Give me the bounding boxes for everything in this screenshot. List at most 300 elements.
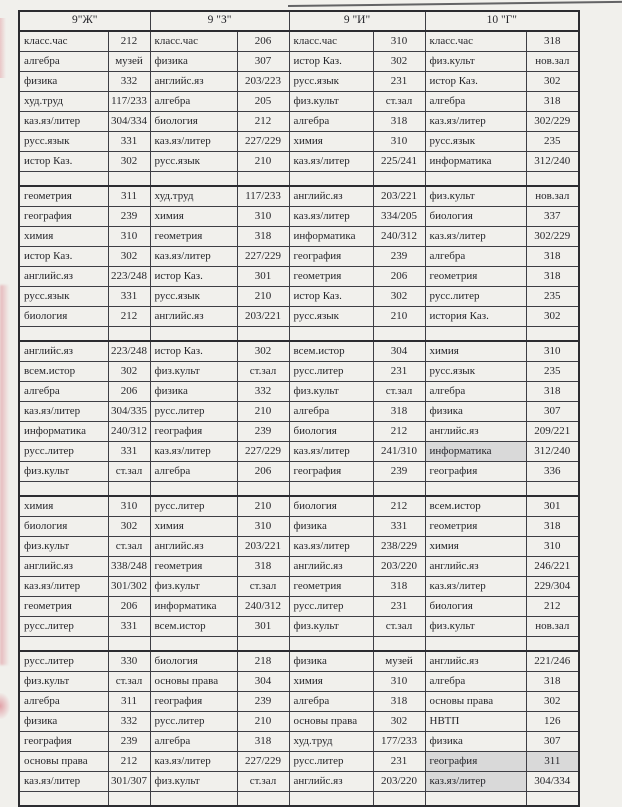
subject-cell: русс.литер (289, 362, 373, 382)
room-cell: 332 (108, 712, 150, 732)
subject-cell: истор Каз. (19, 247, 108, 267)
room-cell: 310 (373, 132, 425, 152)
subject-cell: русс.язык (150, 287, 237, 307)
room-cell: 239 (237, 692, 289, 712)
room-cell: 229/304 (526, 577, 579, 597)
table-row (19, 442, 579, 462)
table-row (19, 52, 579, 72)
subject-cell: геометрия (150, 557, 237, 577)
table-row (19, 186, 579, 207)
room-cell: 235 (526, 362, 579, 382)
subject-cell: алгебра (19, 382, 108, 402)
table-row (19, 577, 579, 597)
subject-cell: география (289, 247, 373, 267)
subject-cell: английс.яз (425, 651, 526, 672)
empty-cell (373, 327, 425, 342)
room-cell: 225/241 (373, 152, 425, 172)
subject-cell: физ.культ (425, 186, 526, 207)
subject-cell: химия (289, 672, 373, 692)
subject-cell: физика (19, 712, 108, 732)
empty-cell (19, 327, 108, 342)
timetable (18, 10, 580, 807)
room-cell: 210 (237, 496, 289, 517)
room-cell: 302 (526, 72, 579, 92)
room-cell: 301 (237, 267, 289, 287)
subject-cell: каз.яз/литер (19, 112, 108, 132)
subject-cell: биология (289, 496, 373, 517)
subject-cell: химия (150, 517, 237, 537)
room-cell: нов.зал (526, 186, 579, 207)
room-cell: 318 (526, 267, 579, 287)
subject-cell: каз.яз/литер (150, 132, 237, 152)
room-cell: ст.зал (373, 92, 425, 112)
room-cell: 212 (108, 307, 150, 327)
header-row (19, 11, 579, 31)
room-cell: 310 (373, 31, 425, 52)
subject-cell: истор Каз. (289, 287, 373, 307)
table-row (19, 341, 579, 362)
room-cell: 231 (373, 752, 425, 772)
subject-cell: английс.яз (150, 537, 237, 557)
table-row (19, 207, 579, 227)
room-cell: 203/221 (237, 537, 289, 557)
subject-cell: информатика (19, 422, 108, 442)
empty-cell (526, 327, 579, 342)
room-cell: ст.зал (373, 382, 425, 402)
subject-cell: класс.час (425, 31, 526, 52)
subject-cell: физика (425, 732, 526, 752)
empty-cell (289, 792, 373, 807)
separator-row (19, 792, 579, 807)
subject-cell: английс.яз (19, 557, 108, 577)
subject-cell: физ.культ (19, 462, 108, 482)
subject-cell: русс.язык (150, 152, 237, 172)
subject-cell: биология (425, 207, 526, 227)
room-cell: 331 (373, 517, 425, 537)
empty-cell (108, 327, 150, 342)
table-row (19, 617, 579, 637)
room-cell: ст.зал (237, 772, 289, 792)
table-row (19, 496, 579, 517)
subject-cell: русс.язык (19, 287, 108, 307)
subject-cell: каз.яз/литер (150, 752, 237, 772)
room-cell: 210 (237, 287, 289, 307)
table-row (19, 517, 579, 537)
subject-cell: каз.яз/литер (289, 152, 373, 172)
subject-cell: русс.язык (425, 362, 526, 382)
subject-cell: физ.культ (289, 92, 373, 112)
subject-cell: русс.язык (19, 132, 108, 152)
empty-cell (19, 172, 108, 187)
subject-cell: каз.яз/литер (425, 577, 526, 597)
class-header-9z: 9 "З" (150, 11, 289, 31)
subject-cell: русс.литер (150, 712, 237, 732)
room-cell: 318 (526, 92, 579, 112)
subject-cell: химия (19, 227, 108, 247)
room-cell: 318 (237, 732, 289, 752)
subject-cell: физ.культ (425, 52, 526, 72)
empty-cell (289, 327, 373, 342)
empty-cell (526, 792, 579, 807)
subject-cell: НВТП (425, 712, 526, 732)
room-cell: 334/205 (373, 207, 425, 227)
room-cell: 307 (237, 52, 289, 72)
subject-cell: русс.литер (289, 597, 373, 617)
subject-cell: русс.язык (289, 72, 373, 92)
subject-cell: русс.язык (425, 132, 526, 152)
subject-cell: каз.яз/литер (289, 207, 373, 227)
room-cell: 310 (108, 496, 150, 517)
room-cell: 212 (373, 422, 425, 442)
subject-cell: алгебра (425, 92, 526, 112)
subject-cell: основы права (150, 672, 237, 692)
subject-cell: химия (425, 341, 526, 362)
room-cell: ст.зал (108, 672, 150, 692)
room-cell: 117/233 (237, 186, 289, 207)
table-row (19, 247, 579, 267)
subject-cell: алгебра (289, 692, 373, 712)
class-header-9zh: 9"Ж" (19, 11, 150, 31)
subject-cell: каз.яз/литер (425, 772, 526, 792)
table-row (19, 152, 579, 172)
empty-cell (425, 482, 526, 497)
table-row (19, 92, 579, 112)
room-cell: 318 (526, 517, 579, 537)
subject-cell: алгебра (425, 672, 526, 692)
scan-artifact-pink (0, 285, 9, 665)
scan-artifact-pink (0, 693, 10, 719)
subject-cell: истор Каз. (150, 341, 237, 362)
empty-cell (237, 482, 289, 497)
room-cell: 203/220 (373, 557, 425, 577)
room-cell: 304 (237, 672, 289, 692)
room-cell: 302 (373, 52, 425, 72)
room-cell: 240/312 (373, 227, 425, 247)
room-cell: 310 (237, 517, 289, 537)
subject-cell: всем.истор (425, 496, 526, 517)
empty-cell (19, 637, 108, 652)
table-row (19, 597, 579, 617)
table-row (19, 31, 579, 52)
subject-cell: алгебра (19, 692, 108, 712)
empty-cell (150, 482, 237, 497)
subject-cell: биология (289, 422, 373, 442)
subject-cell: физика (150, 52, 237, 72)
subject-cell: английс.яз (425, 422, 526, 442)
subject-cell: химия (150, 207, 237, 227)
empty-cell (526, 482, 579, 497)
room-cell: 203/220 (373, 772, 425, 792)
table-row (19, 287, 579, 307)
subject-cell: русс.литер (19, 617, 108, 637)
room-cell: 241/310 (373, 442, 425, 462)
room-cell: ст.зал (237, 362, 289, 382)
subject-cell: физ.культ (19, 537, 108, 557)
table-row (19, 537, 579, 557)
separator-row (19, 327, 579, 342)
room-cell: ст.зал (108, 537, 150, 557)
room-cell: 221/246 (526, 651, 579, 672)
subject-cell: физ.культ (289, 617, 373, 637)
room-cell: 304 (373, 341, 425, 362)
room-cell: 203/221 (237, 307, 289, 327)
subject-cell: каз.яз/литер (425, 227, 526, 247)
table-row (19, 267, 579, 287)
separator-row (19, 637, 579, 652)
room-cell: 318 (237, 557, 289, 577)
subject-cell: русс.литер (425, 287, 526, 307)
room-cell: 223/248 (108, 267, 150, 287)
room-cell: 307 (526, 402, 579, 422)
room-cell: 338/248 (108, 557, 150, 577)
room-cell: 304/334 (108, 112, 150, 132)
room-cell: 330 (108, 651, 150, 672)
subject-cell: химия (425, 537, 526, 557)
subject-cell: русс.литер (289, 752, 373, 772)
subject-cell: истор Каз. (150, 267, 237, 287)
table-row (19, 422, 579, 442)
room-cell: 311 (108, 692, 150, 712)
empty-cell (150, 792, 237, 807)
room-cell: 240/312 (237, 597, 289, 617)
room-cell: ст.зал (237, 577, 289, 597)
subject-cell: основы права (289, 712, 373, 732)
room-cell: музей (108, 52, 150, 72)
room-cell: 239 (108, 732, 150, 752)
subject-cell: алгебра (425, 382, 526, 402)
table-row (19, 692, 579, 712)
subject-cell: истор Каз. (289, 52, 373, 72)
subject-cell: география (425, 462, 526, 482)
table-row (19, 362, 579, 382)
room-cell: 332 (108, 72, 150, 92)
subject-cell: геометрия (425, 267, 526, 287)
room-cell: 311 (526, 752, 579, 772)
room-cell: 302 (108, 152, 150, 172)
room-cell: 302 (526, 307, 579, 327)
room-cell: 239 (373, 462, 425, 482)
empty-cell (425, 792, 526, 807)
subject-cell: класс.час (19, 31, 108, 52)
subject-cell: география (425, 752, 526, 772)
subject-cell: каз.яз/литер (19, 772, 108, 792)
room-cell: 239 (237, 422, 289, 442)
subject-cell: каз.яз/литер (425, 112, 526, 132)
empty-cell (425, 327, 526, 342)
room-cell: 336 (526, 462, 579, 482)
subject-cell: каз.яз/литер (150, 247, 237, 267)
empty-cell (373, 482, 425, 497)
subject-cell: худ.труд (150, 186, 237, 207)
table-row (19, 672, 579, 692)
room-cell: 318 (237, 227, 289, 247)
empty-cell (425, 637, 526, 652)
separator-row (19, 172, 579, 187)
subject-cell: информатика (425, 442, 526, 462)
subject-cell: химия (19, 496, 108, 517)
subject-cell: английс.яз (289, 186, 373, 207)
empty-cell (108, 792, 150, 807)
table-row (19, 307, 579, 327)
subject-cell: английс.яз (425, 557, 526, 577)
room-cell: ст.зал (108, 462, 150, 482)
room-cell: 318 (373, 577, 425, 597)
subject-cell: основы права (19, 752, 108, 772)
room-cell: 301 (237, 617, 289, 637)
subject-cell: алгебра (19, 52, 108, 72)
room-cell: 331 (108, 442, 150, 462)
room-cell: 302 (373, 287, 425, 307)
subject-cell: русс.литер (150, 402, 237, 422)
subject-cell: физ.культ (150, 577, 237, 597)
table-row (19, 462, 579, 482)
room-cell: нов.зал (526, 52, 579, 72)
room-cell: 302 (108, 247, 150, 267)
subject-cell: геометрия (19, 597, 108, 617)
room-cell: 302/229 (526, 227, 579, 247)
subject-cell: английс.яз (289, 772, 373, 792)
empty-cell (108, 637, 150, 652)
room-cell: 337 (526, 207, 579, 227)
room-cell: 311 (108, 186, 150, 207)
table-row (19, 227, 579, 247)
room-cell: 331 (108, 617, 150, 637)
subject-cell: география (19, 732, 108, 752)
room-cell: 318 (526, 31, 579, 52)
room-cell: 307 (526, 732, 579, 752)
scan-artifact-pink (0, 18, 6, 78)
empty-cell (237, 327, 289, 342)
room-cell: 206 (108, 597, 150, 617)
room-cell: 210 (373, 307, 425, 327)
subject-cell: всем.истор (289, 341, 373, 362)
subject-cell: геометрия (289, 267, 373, 287)
empty-cell (526, 637, 579, 652)
table-row (19, 772, 579, 792)
subject-cell: русс.литер (19, 651, 108, 672)
room-cell: 302/229 (526, 112, 579, 132)
subject-cell: алгебра (150, 92, 237, 112)
empty-cell (237, 637, 289, 652)
room-cell: 227/229 (237, 132, 289, 152)
table-row (19, 752, 579, 772)
room-cell: 231 (373, 597, 425, 617)
room-cell: 301/302 (108, 577, 150, 597)
subject-cell: английс.яз (150, 72, 237, 92)
subject-cell: класс.час (289, 31, 373, 52)
subject-cell: биология (19, 517, 108, 537)
subject-cell: история Каз. (425, 307, 526, 327)
room-cell: 177/233 (373, 732, 425, 752)
subject-cell: алгебра (289, 112, 373, 132)
table-row (19, 382, 579, 402)
room-cell: 238/229 (373, 537, 425, 557)
room-cell: 304/335 (108, 402, 150, 422)
subject-cell: класс.час (150, 31, 237, 52)
room-cell: 318 (526, 382, 579, 402)
empty-cell (19, 482, 108, 497)
subject-cell: информатика (289, 227, 373, 247)
room-cell: 310 (526, 537, 579, 557)
empty-cell (150, 172, 237, 187)
subject-cell: физ.культ (150, 772, 237, 792)
room-cell: 126 (526, 712, 579, 732)
separator-row (19, 482, 579, 497)
room-cell: 302 (237, 341, 289, 362)
empty-cell (526, 172, 579, 187)
subject-cell: география (19, 207, 108, 227)
room-cell: 318 (373, 692, 425, 712)
room-cell: 239 (108, 207, 150, 227)
subject-cell: химия (289, 132, 373, 152)
room-cell: 227/229 (237, 442, 289, 462)
room-cell: 301/307 (108, 772, 150, 792)
subject-cell: информатика (425, 152, 526, 172)
subject-cell: каз.яз/литер (19, 402, 108, 422)
subject-cell: биология (150, 651, 237, 672)
room-cell: 331 (108, 287, 150, 307)
room-cell: 210 (237, 402, 289, 422)
room-cell: 206 (237, 31, 289, 52)
room-cell: 212 (373, 496, 425, 517)
subject-cell: информатика (150, 597, 237, 617)
room-cell: 206 (237, 462, 289, 482)
timetable-body (19, 31, 579, 806)
room-cell: 318 (373, 402, 425, 422)
empty-cell (373, 637, 425, 652)
empty-cell (289, 482, 373, 497)
room-cell: 302 (108, 362, 150, 382)
room-cell: ст.зал (373, 617, 425, 637)
room-cell: 302 (373, 712, 425, 732)
subject-cell: физика (289, 651, 373, 672)
room-cell: 235 (526, 287, 579, 307)
subject-cell: физика (289, 517, 373, 537)
room-cell: 206 (108, 382, 150, 402)
subject-cell: русс.язык (289, 307, 373, 327)
subject-cell: всем.истор (19, 362, 108, 382)
empty-cell (289, 172, 373, 187)
room-cell: 203/221 (373, 186, 425, 207)
room-cell: 212 (108, 752, 150, 772)
subject-cell: худ.труд (289, 732, 373, 752)
room-cell: 117/233 (108, 92, 150, 112)
subject-cell: физ.культ (150, 362, 237, 382)
scan-edge-line (288, 1, 622, 7)
subject-cell: каз.яз/литер (19, 577, 108, 597)
table-row (19, 132, 579, 152)
room-cell: 218 (237, 651, 289, 672)
subject-cell: биология (19, 307, 108, 327)
room-cell: 310 (237, 207, 289, 227)
room-cell: 310 (526, 341, 579, 362)
subject-cell: каз.яз/литер (289, 442, 373, 462)
room-cell: 310 (373, 672, 425, 692)
room-cell: 312/240 (526, 152, 579, 172)
room-cell: 212 (526, 597, 579, 617)
subject-cell: физ.культ (425, 617, 526, 637)
subject-cell: геометрия (289, 577, 373, 597)
room-cell: 304/334 (526, 772, 579, 792)
empty-cell (150, 327, 237, 342)
subject-cell: истор Каз. (425, 72, 526, 92)
room-cell: 310 (108, 227, 150, 247)
subject-cell: география (150, 692, 237, 712)
subject-cell: английс.яз (150, 307, 237, 327)
room-cell: 318 (373, 112, 425, 132)
room-cell: 239 (373, 247, 425, 267)
subject-cell: каз.яз/литер (289, 537, 373, 557)
